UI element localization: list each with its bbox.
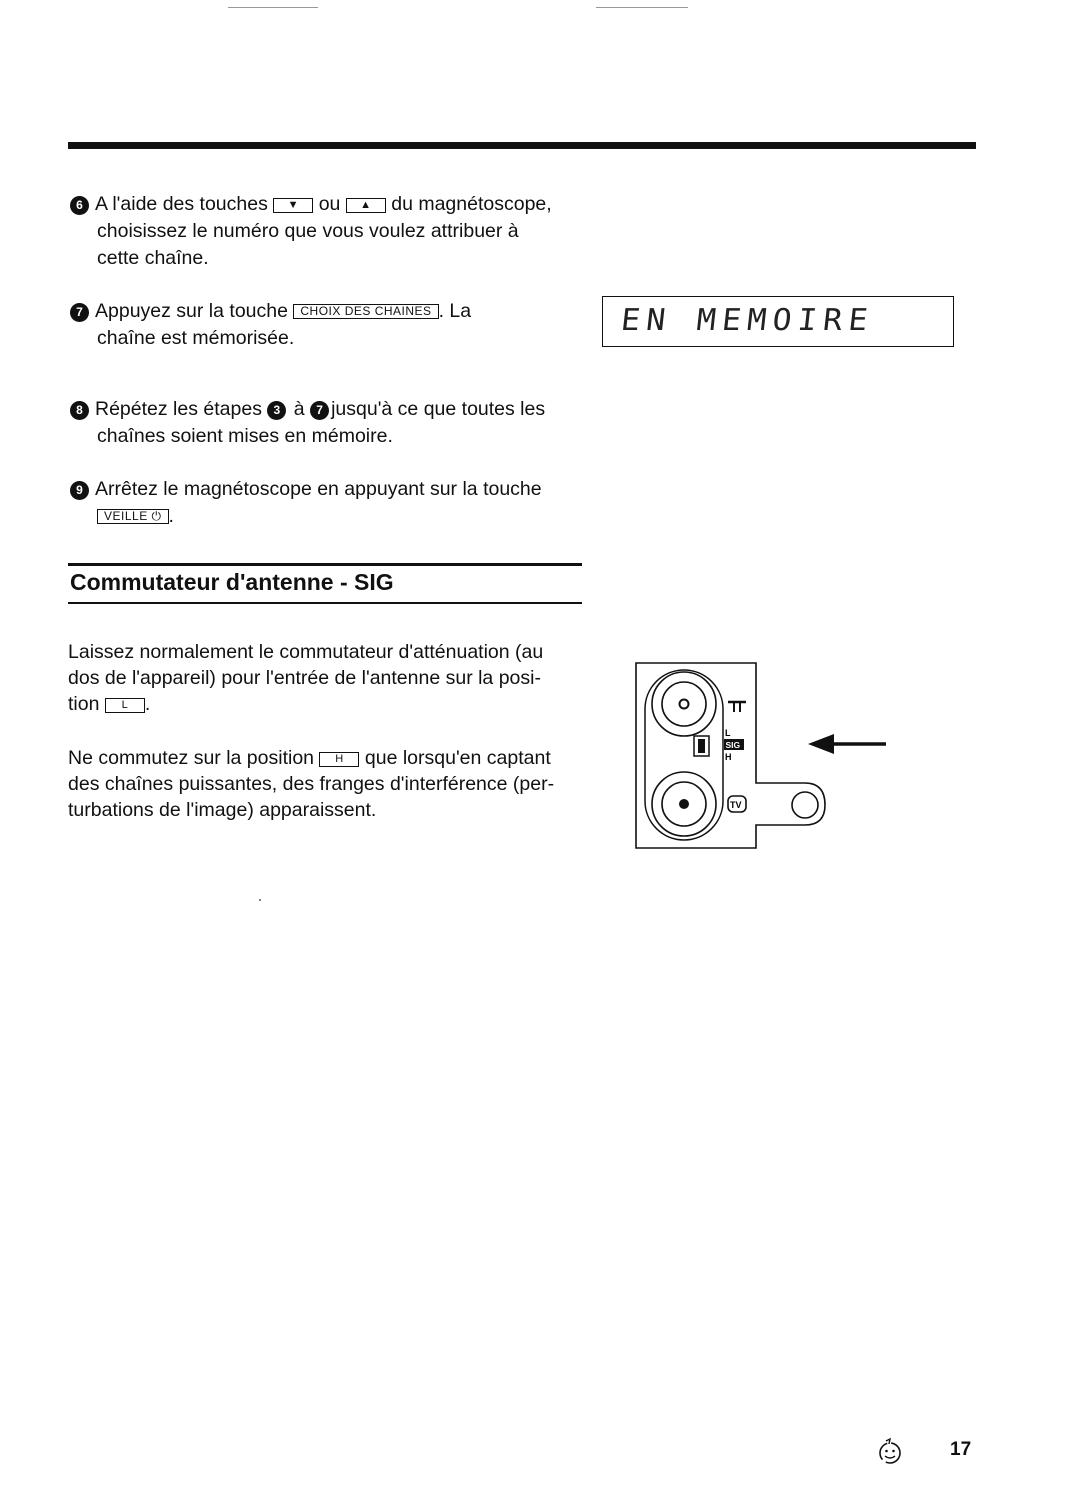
page-number: 17	[950, 1439, 972, 1460]
section-rule-bottom	[68, 602, 582, 604]
step-number: 6	[70, 196, 89, 215]
step-7: 7 Appuyez sur la touche CHOIX DES CHAINES . La chaîne est mémorisée.	[70, 298, 590, 352]
tv-label: TV	[730, 800, 742, 810]
scan-artifact	[228, 7, 318, 8]
down-key: ▼	[273, 198, 313, 213]
l-label: L	[725, 728, 731, 738]
section-title: Commutateur d'antenne - SIG	[70, 569, 394, 595]
recycle-face-icon	[876, 1437, 904, 1467]
up-key: ▲	[346, 198, 386, 213]
antenna-panel-diagram	[630, 660, 920, 852]
step-9: 9 Arrêtez le magnétoscope en appuyant sur la touche VEILLE ⏻ .	[70, 476, 590, 530]
step-ref: 7	[310, 401, 329, 420]
h-key: H	[319, 752, 359, 767]
l-key: L	[105, 698, 145, 713]
step-ref: 3	[267, 401, 286, 420]
top-rule	[68, 142, 976, 149]
choix-des-chaines-key: CHOIX DES CHAINES	[293, 304, 438, 319]
step-6: 6 A l'aide des touches ▼ ou ▲ du magnétoscope, choisissez le numéro que vous voulez attribuer à cette chaîne.	[70, 191, 590, 272]
step-number: 9	[70, 481, 89, 500]
arrow-left-icon	[808, 734, 886, 754]
antenna-icon	[728, 702, 746, 712]
step-number: 8	[70, 401, 89, 420]
scan-artifact	[596, 7, 688, 8]
paragraph-1: Laissez normalement le commutateur d'atténuation (au dos de l'appareil) pour l'entrée de l'antenne sur la posi- tion L .	[68, 641, 544, 715]
lcd-text: EN MEMOIRE	[619, 303, 876, 338]
h-label: H	[725, 752, 732, 762]
step-number: 7	[70, 303, 89, 322]
step-8: 8 Répétez les étapes 3 à 7 jusqu'à ce que toutes les chaînes soient mises en mémoire.	[70, 396, 590, 450]
paragraph-2: Ne commutez sur la position H que lorsqu'en captant des chaînes puissantes, des franges d'interférence (per- turbations de l'image) apparaissent.	[68, 747, 555, 821]
lcd-display	[602, 296, 954, 347]
section-rule-top	[68, 563, 582, 566]
scan-artifact	[259, 899, 261, 901]
rear-panel-illustration	[630, 660, 830, 852]
veille-key: VEILLE ⏻	[97, 509, 169, 524]
sig-label: SIG	[725, 740, 741, 750]
